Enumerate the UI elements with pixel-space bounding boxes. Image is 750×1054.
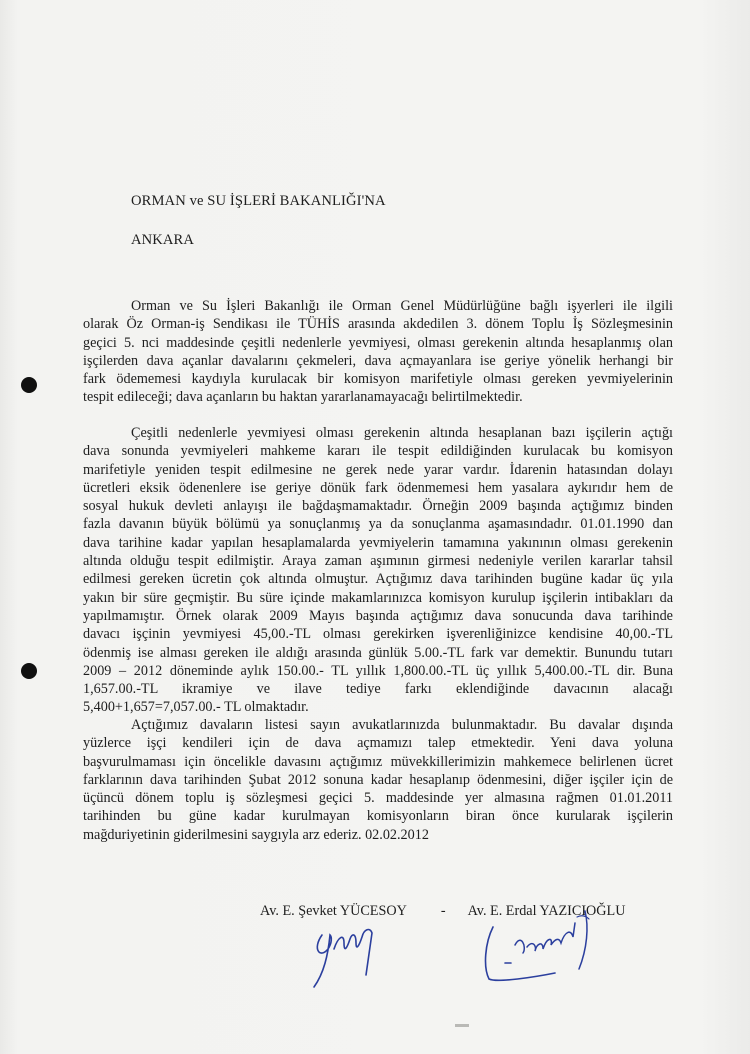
paragraph-line: fark ödememesi kaydıyla kurulacak bir komisyon marifetiyle olması gereken yevmiyelerinin — [83, 371, 673, 388]
paragraph-line: başvurulmaması için öncelikle davasını açtığımız müvekkillerimizin mahkemece belirlenen ücret — [83, 753, 673, 770]
signatory-separator: - — [440, 903, 446, 919]
paragraph-line: 2009 – 2012 döneminde aylık 150.00.- TL yıllık 1,800.00.-TL üç yıllık 5,400.00.-TL dir. Buna — [83, 662, 673, 679]
paragraph-line: Orman ve Su İşleri Bakanlığı ile Orman Genel Müdürlüğüne bağlı işyerleri ile ilgili — [131, 298, 673, 314]
punch-hole-bottom — [21, 663, 37, 679]
paragraph-line: davacı işçinin yevmiyesi 45,00.-TL olması gerekirken işverenliğinizce kendisine 40,00.-TL — [83, 626, 673, 643]
paragraph-line: işçilerden dava açanlar davalarını çekmeleri, dava açmayanlara ise geriye yönelik herhangi bir — [83, 352, 673, 369]
paragraph-line: ücretleri eksik ödenenlere ise geriye dönük fark ödenmemesi hem yasalara aykırıdır hem de — [83, 479, 673, 496]
paragraph-line: dava sonunda yevmiyeleri mahkeme kararı ile tespit edildiğinden kurulacak bu komisyon — [83, 443, 673, 460]
paragraph-line: üçüncü dönem toplu iş sözleşmesi geçici 5. maddesinde yer almasına rağmen 01.01.2011 — [83, 790, 673, 807]
signatory-2: Av. E. Erdal YAZICIOĞLU — [467, 903, 626, 919]
paragraph-line: tarihinden bu güne kadar kurulmayan komisyonların biran önce kurularak işçilerin — [83, 808, 673, 825]
paragraph-line: 1,657.00.-TL ikramiye ve ilave tediye farkı eklendiğinde davacının alacağı — [83, 681, 673, 698]
paragraph-line: olarak Öz Orman-iş Sendikası ile TÜHİS arasında akdedilen 3. dönem Toplu İş Sözleşmesinin — [83, 316, 673, 333]
paragraph-line: geçici 5. nci maddesinde çeşitli nedenlerle yevmiyesi, olması gerekenin altında hesaplanmış olan — [83, 334, 673, 351]
paragraph-line: yüzlerce işçi kendileri için de dava açmamızı talep etmektedir. Yeni dava yoluna — [83, 735, 673, 752]
addressee-city: ANKARA — [131, 232, 195, 248]
handwritten-signature-1 — [300, 915, 390, 990]
paragraph-line: Çeşitli nedenlerle yevmiyesi olması gerekenin altında hesaplanan bazı işçilerin açtığı — [131, 425, 673, 441]
paragraph-line: marifetiyle yeniden tespit edilmesine ne gerek nede yarar vardır. İdarenin hatasından dolayı — [83, 461, 673, 478]
scan-mark — [455, 1024, 469, 1027]
paragraph-line: farklarının dava tarihinden Şubat 2012 sonuna kadar hesaplanıp ödenmesini, diğer işçiler için de — [83, 771, 673, 788]
paragraph-line: dava tarihine kadar yapılan hesaplamalarda yevmiyelerin tamamına yakınının olması gerekenin — [83, 534, 673, 551]
paragraph-line: mağduriyetinin giderilmesini saygıyla arz ederiz. 02.02.2012 — [83, 826, 429, 843]
paragraph-3 — [83, 716, 673, 844]
paragraph-line: fazla davanın büyük bölümü ya sonuçlanmış ya da sonuçlanma aşamasındadır. 01.01.1990 dan — [83, 516, 673, 533]
paragraph-line: yapılmamıştır. Örnek olarak 2009 Mayıs başında açtığımız dava sonucunda dava tarihinde — [83, 607, 673, 624]
paragraph-line: Açtığımız davaların listesi sayın avukatlarınızda bulunmaktadır. Bu davalar dışında — [131, 717, 673, 733]
handwritten-signature-2 — [475, 903, 615, 993]
punch-hole-top — [21, 377, 37, 393]
paragraph-line: ödenmiş ise alması gereken ile aldığı arasında günlük 5.00.-TL fark var demektir. Bunundu tutarı — [83, 644, 673, 661]
paragraph-line: sosyal hukuk devleti anlayışı ile bağdaşmamaktadır. Örneğin 2009 başında açtığımız binden — [83, 498, 673, 515]
paragraph-2 — [83, 424, 673, 717]
paragraph-line: edilmesi gereken ücretin çok altında olmuştur. Açtığımız dava tarihinden bugüne kadar üç yıla — [83, 571, 673, 588]
paragraph-line: 5,400+1,657=7,057.00.- TL olmaktadır. — [83, 699, 309, 716]
signatory-1: Av. E. Şevket YÜCESOY — [260, 903, 407, 919]
addressee-ministry: ORMAN ve SU İŞLERİ BAKANLIĞI'NA — [131, 193, 386, 209]
paragraph-line: yakın bir süre geçmiştir. Bu süre içinde makamlarınızca komisyon kurulup işçilerin intibakları da — [83, 589, 673, 606]
paragraph-line: altında olduğu tespit edilmiştir. Araya zaman aşımının girmesi nedeniyle verilen kararlar tahsil — [83, 553, 673, 570]
paragraph-line: tespit edileceği; dava açanların bu haktan yararlanamayacağı belirtilmektedir. — [83, 389, 523, 406]
paragraph-1 — [83, 297, 673, 407]
